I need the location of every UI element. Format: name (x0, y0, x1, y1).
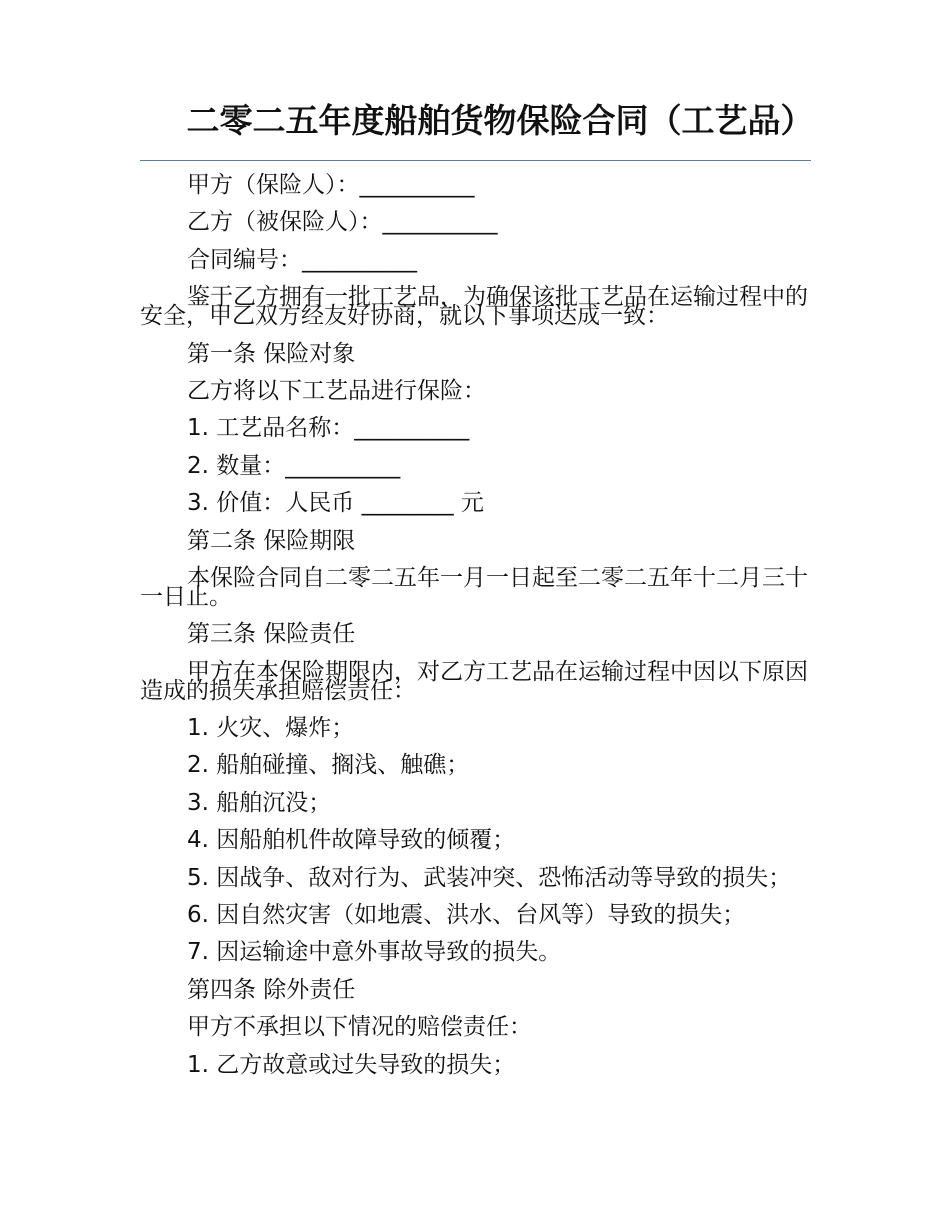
article-1-item: 3. 价值：人民币 ________ 元 (187, 490, 484, 517)
party-b-line: 乙方（被保险人）：__________ (187, 209, 498, 236)
article-3-item: 2. 船舶碰撞、搁浅、触礁； (187, 752, 470, 779)
article-1-intro: 乙方将以下工艺品进行保险： (187, 377, 486, 404)
article-3-item: 4. 因船舶机件故障导致的倾覆； (187, 827, 516, 854)
document-body (140, 172, 812, 1093)
article-3-item: 7. 因运输途中意外事故导致的损失。 (187, 939, 562, 966)
article-3-item: 1. 火灾、爆炸； (187, 715, 355, 742)
article-3-item: 5. 因战争、敌对行为、武装冲突、恐怖活动等导致的损失； (187, 864, 792, 891)
article-3-item: 3. 船舶沉没； (187, 789, 332, 816)
article-1-heading: 第一条 保险对象 (187, 340, 356, 367)
document-title: 二零二五年度船舶货物保险合同（工艺品） (186, 101, 814, 140)
article-4-item: 1. 乙方故意或过失导致的损失； (187, 1051, 516, 1078)
article-2-heading: 第二条 保险期限 (187, 527, 356, 554)
party-a-line: 甲方（保险人）：__________ (187, 172, 475, 198)
article-3-item: 6. 因自然灾害（如地震、洪水、台风等）导致的损失； (187, 902, 746, 929)
article-1-item: 1. 工艺品名称：__________ (187, 415, 470, 442)
article-4-intro: 甲方不承担以下情况的赔偿责任： (187, 1014, 532, 1041)
article-1-item: 2. 数量：__________ (187, 452, 401, 479)
article-3-heading: 第三条 保险责任 (187, 621, 356, 648)
article-2-text: 本保险合同自二零二五年一月一日起至二零二五年十二月三十一日止。 (140, 564, 808, 610)
article-4-heading: 第四条 除外责任 (187, 976, 356, 1003)
title-underline (140, 160, 811, 161)
article-3-intro: 甲方在本保险期限内，对乙方工艺品在运输过程中因以下原因造成的损失承担赔偿责任： (140, 658, 808, 704)
contract-number-line: 合同编号：__________ (187, 246, 417, 273)
preamble-paragraph: 鉴于乙方拥有一批工艺品，为确保该批工艺品在运输过程中的安全，甲乙双方经友好协商，就以下事项达成一致： (140, 284, 808, 330)
